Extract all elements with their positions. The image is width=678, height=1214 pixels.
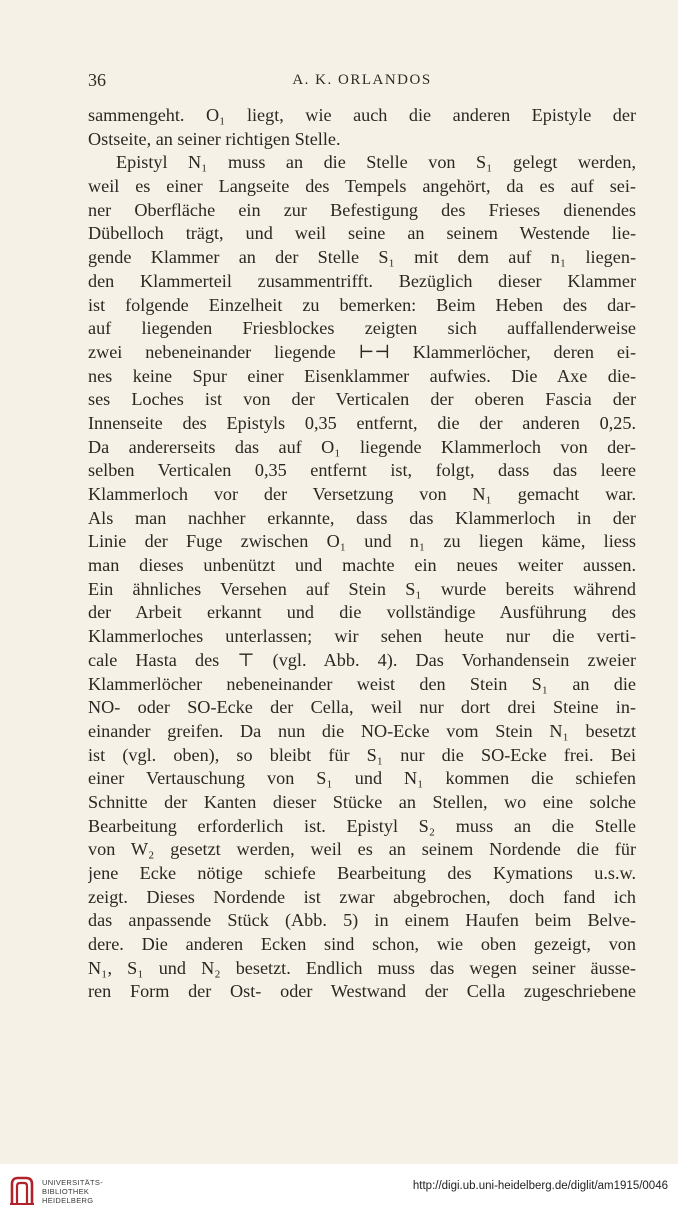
text-line: von W₂ gesetzt werden, weil es an seinem Nordende die für [88, 839, 636, 860]
university-seal-icon [8, 1174, 36, 1208]
text-line: selben Verticalen 0,35 entfernt ist, folgt, dass das leere [88, 460, 636, 481]
text-line: Linie der Fuge zwischen O₁ und n₁ zu liegen käme, liess [88, 531, 636, 552]
page-header [88, 70, 636, 96]
text-line: Ostseite, an seiner richtigen Stelle. [88, 128, 341, 149]
text-line: ner Oberfläche ein zur Befestigung des Frieses dienendes [88, 199, 636, 220]
text-line: ist (vgl. oben), so bleibt für S₁ nur die SO-Ecke frei. Bei [88, 744, 636, 765]
body-text [88, 104, 636, 1004]
text-line: zeigt. Dieses Nordende ist zwar abgebrochen, doch fand ich [88, 886, 636, 907]
text-line: Epistyl N₁ muss an die Stelle von S₁ gelegt werden, [116, 152, 636, 173]
text-line: Klammerlöcher nebeneinander weist den Stein S₁ an die [88, 673, 636, 694]
text-line: ses Loches ist von der Verticalen der oberen Fascia der [88, 389, 636, 410]
text-line: nes keine Spur einer Eisenklammer aufwies. Die Axe die- [88, 365, 636, 386]
permalink-url[interactable]: http://digi.ub.uni-heidelberg.de/diglit/am1915/0046 [412, 1180, 668, 1192]
text-line: jene Ecke nötige schiefe Bearbeitung des Kymations u.s.w. [88, 863, 636, 883]
text-line: ist folgende Einzelheit zu bemerken: Beim Heben des dar- [88, 294, 636, 315]
text-line: Als man nachher erkannte, dass das Klammerloch in der [88, 507, 636, 528]
text-line: das anpassende Stück (Abb. 5) in einem Haufen beim Belve- [88, 910, 636, 931]
text-line: ren Form der Ost- oder Westwand der Cella zugeschriebene [88, 981, 636, 1002]
text-line: Innenseite des Epistyls 0,35 entfernt, die der anderen 0,25. [88, 412, 636, 433]
running-head: A. K. ORLANDOS [292, 72, 432, 88]
text-line: Schnitte der Kanten dieser Stücke an Stellen, wo eine solche [88, 791, 636, 812]
text-line: weil es einer Langseite des Tempels angehört, da es auf sei- [88, 176, 636, 197]
page-number: 36 [88, 70, 106, 90]
text-line: man dieses unbenützt und machte ein neues weiter aussen. [88, 555, 636, 576]
text-line: Da andererseits das auf O₁ liegende Klammerloch von der- [88, 436, 636, 457]
library-name [42, 1178, 103, 1205]
text-line: Ein ähnliches Versehen auf Stein S₁ wurde bereits während [88, 578, 636, 599]
text-line: den Klammerteil zusammentrifft. Bezüglich dieser Klammer [88, 270, 636, 291]
text-line: dere. Die anderen Ecken sind schon, wie oben gezeigt, von [88, 934, 636, 955]
text-line: Klammerloches unterlassen; wir sehen heute nur die verti- [88, 626, 636, 647]
text-line: Dübelloch trägt, und weil seine an seinem Westende lie- [88, 223, 636, 244]
text-line: sammengeht. O₁ liegt, wie auch die anderen Epistyle der [88, 105, 636, 125]
text-line: N₁, S₁ und N₂ besetzt. Endlich muss das wegen seiner äusse- [88, 957, 636, 978]
text-line: Klammerloch vor der Versetzung von N₁ gemacht war. [88, 484, 636, 504]
text-line: NO- oder SO-Ecke der Cella, weil nur dort drei Steine in- [88, 697, 636, 718]
text-line: zwei nebeneinander liegende ⊢⊣ Klammerlöcher, deren ei- [88, 341, 636, 362]
text-line: der Arbeit erkannt und die vollständige Ausführung des [88, 602, 636, 623]
text-line: cale Hasta des ⊤ (vgl. Abb. 4). Das Vorhandensein zweier [88, 649, 636, 670]
text-line: Bearbeitung erforderlich ist. Epistyl S₂ muss an die Stelle [88, 815, 636, 836]
library-name-line: HEIDELBERG [42, 1196, 94, 1205]
library-name-line: BIBLIOTHEK [42, 1187, 90, 1196]
text-line: auf liegenden Friesblockes zeigten sich auffallenderweise [88, 318, 636, 339]
library-logo[interactable] [8, 1174, 118, 1208]
text-line: gende Klammer an der Stelle S₁ mit dem auf n₁ liegen- [88, 247, 636, 268]
text-line: einander greifen. Da nun die NO-Ecke vom Stein N₁ besetzt [88, 720, 636, 741]
text-line: einer Vertauschung von S₁ und N₁ kommen die schiefen [88, 768, 636, 789]
viewer-footer [0, 1164, 678, 1214]
library-name-line: UNIVERSITÄTS- [42, 1178, 103, 1187]
